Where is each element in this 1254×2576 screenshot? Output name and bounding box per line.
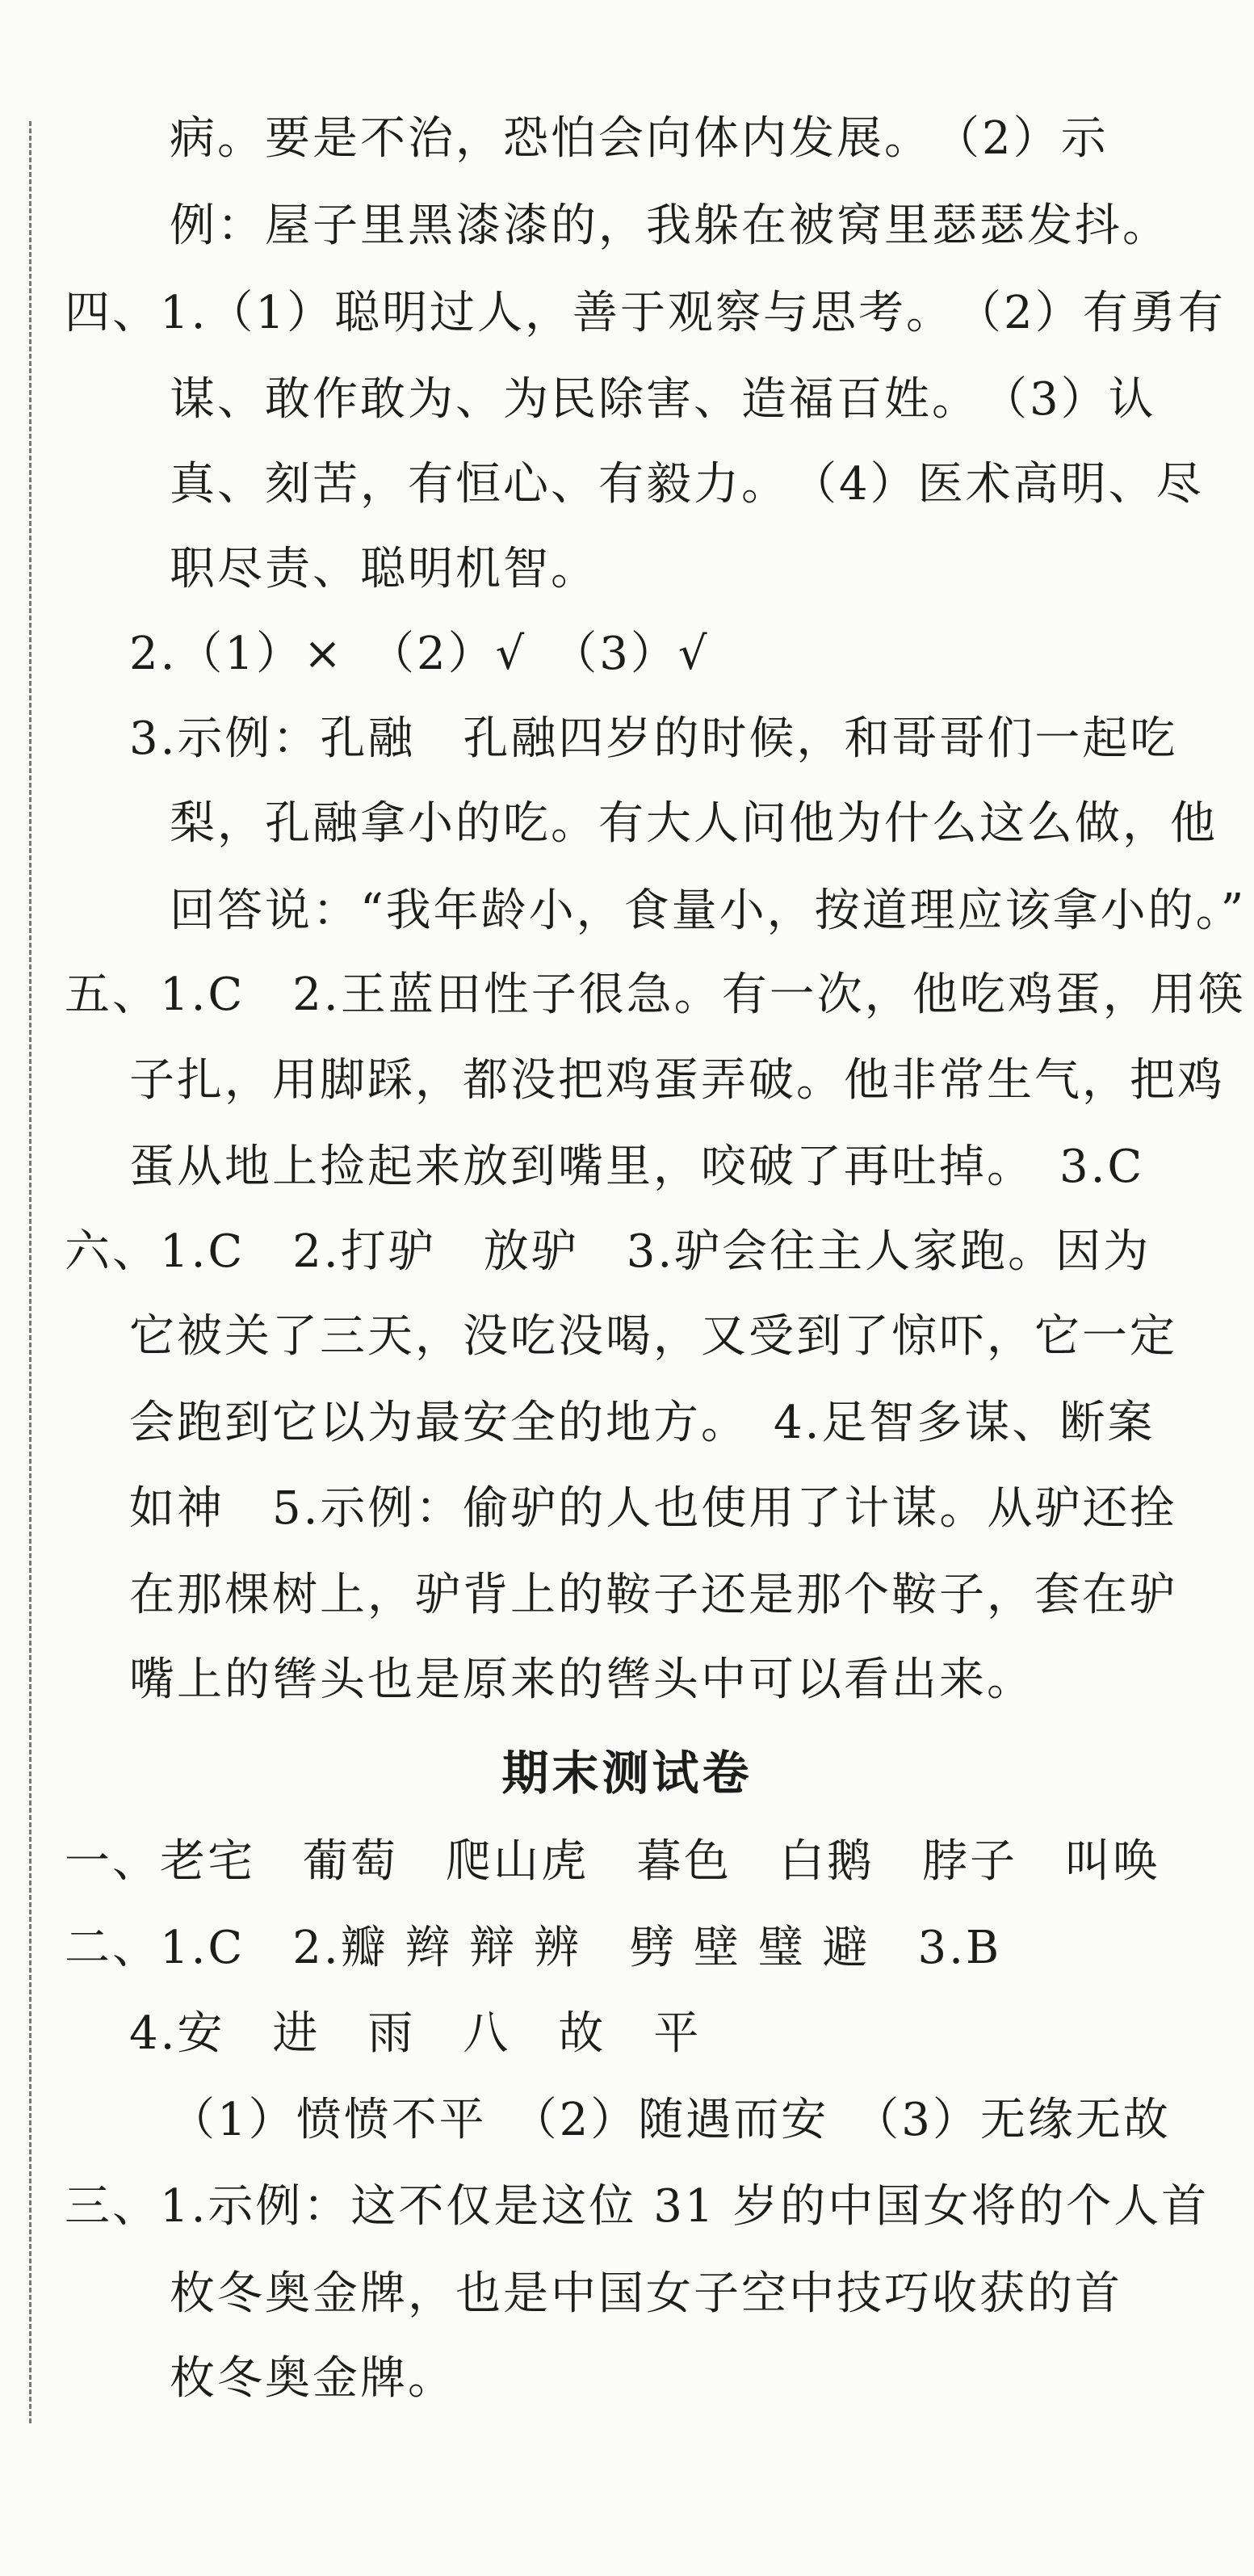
text-line: 会跑到它以为最安全的地方。 4.足智多谋、断案	[129, 1397, 1155, 1449]
text-line: 2.（1）× （2）√ （3）√	[129, 628, 710, 680]
text-line: 三、1.示例：这不仅是这位 31 岁的中国女将的个人首	[65, 2180, 1210, 2233]
text-line: 枚冬奥金牌。	[170, 2352, 455, 2405]
text-line: 职尽责、聪明机智。	[170, 543, 598, 595]
text-line: 3.示例：孔融 孔融四岁的时候，和哥哥们一起吃	[129, 712, 1178, 765]
text-line: 4.安 进 雨 八 故 平	[129, 2007, 702, 2060]
section-title: 期末测试卷	[501, 1746, 753, 1801]
text-line: 病。要是不治，恐怕会向体内发展。 （2）示	[170, 112, 1109, 165]
text-line: 蛋从地上捡起来放到嘴里，咬破了再吐掉。 3.C	[129, 1141, 1145, 1193]
text-line: 真、刻苦，有恒心、有毅力。 （4）医术高明、尽	[170, 458, 1204, 511]
text-line: 如神 5.示例：偷驴的人也使用了计谋。从驴还拴	[129, 1482, 1178, 1535]
text-line: 一、老宅 葡萄 爬山虎 暮色 白鹅 脖子 叫唤	[65, 1835, 1160, 1888]
text-line: 梨，孔融拿小的吃。有大人问他为什么这么做，他	[170, 797, 1218, 850]
text-line: 枚冬奥金牌，也是中国女子空中技巧收获的首	[170, 2267, 1122, 2320]
text-line: 二、1.C 2.瓣 辫 辩 辨 劈 壁 璧 避 3.B	[65, 1922, 1002, 1974]
text-line: 五、1.C 2.王蓝田性子很急。有一次，他吃鸡蛋，用筷	[65, 969, 1246, 1021]
text-line: 嘴上的辔头也是原来的辔头中可以看出来。	[129, 1654, 1034, 1706]
text-line: （1）愤愤不平 （2）随遇而安 （3）无缘无故	[170, 2094, 1171, 2146]
text-line: 六、1.C 2.打驴 放驴 3.驴会往主人家跑。因为	[65, 1225, 1151, 1278]
text-line: 四、1.（1）聪明过人，善于观察与思考。 （2）有勇有	[65, 287, 1226, 339]
text-line: 谋、敢作敢为、为民除害、造福百姓。 （3）认	[170, 373, 1156, 426]
text-line: 回答说：“我年龄小，食量小，按道理应该拿小的。”	[170, 885, 1247, 937]
text-line: 它被关了三天，没吃没喝，又受到了惊吓，它一定	[129, 1310, 1177, 1363]
text-line: 在那棵树上，驴背上的鞍子还是那个鞍子，套在驴	[129, 1569, 1177, 1621]
text-line: 子扎，用脚踩，都没把鸡蛋弄破。他非常生气，把鸡	[129, 1054, 1225, 1107]
text-line: 例：屋子里黑漆漆的，我躲在被窝里瑟瑟发抖。	[170, 200, 1170, 252]
